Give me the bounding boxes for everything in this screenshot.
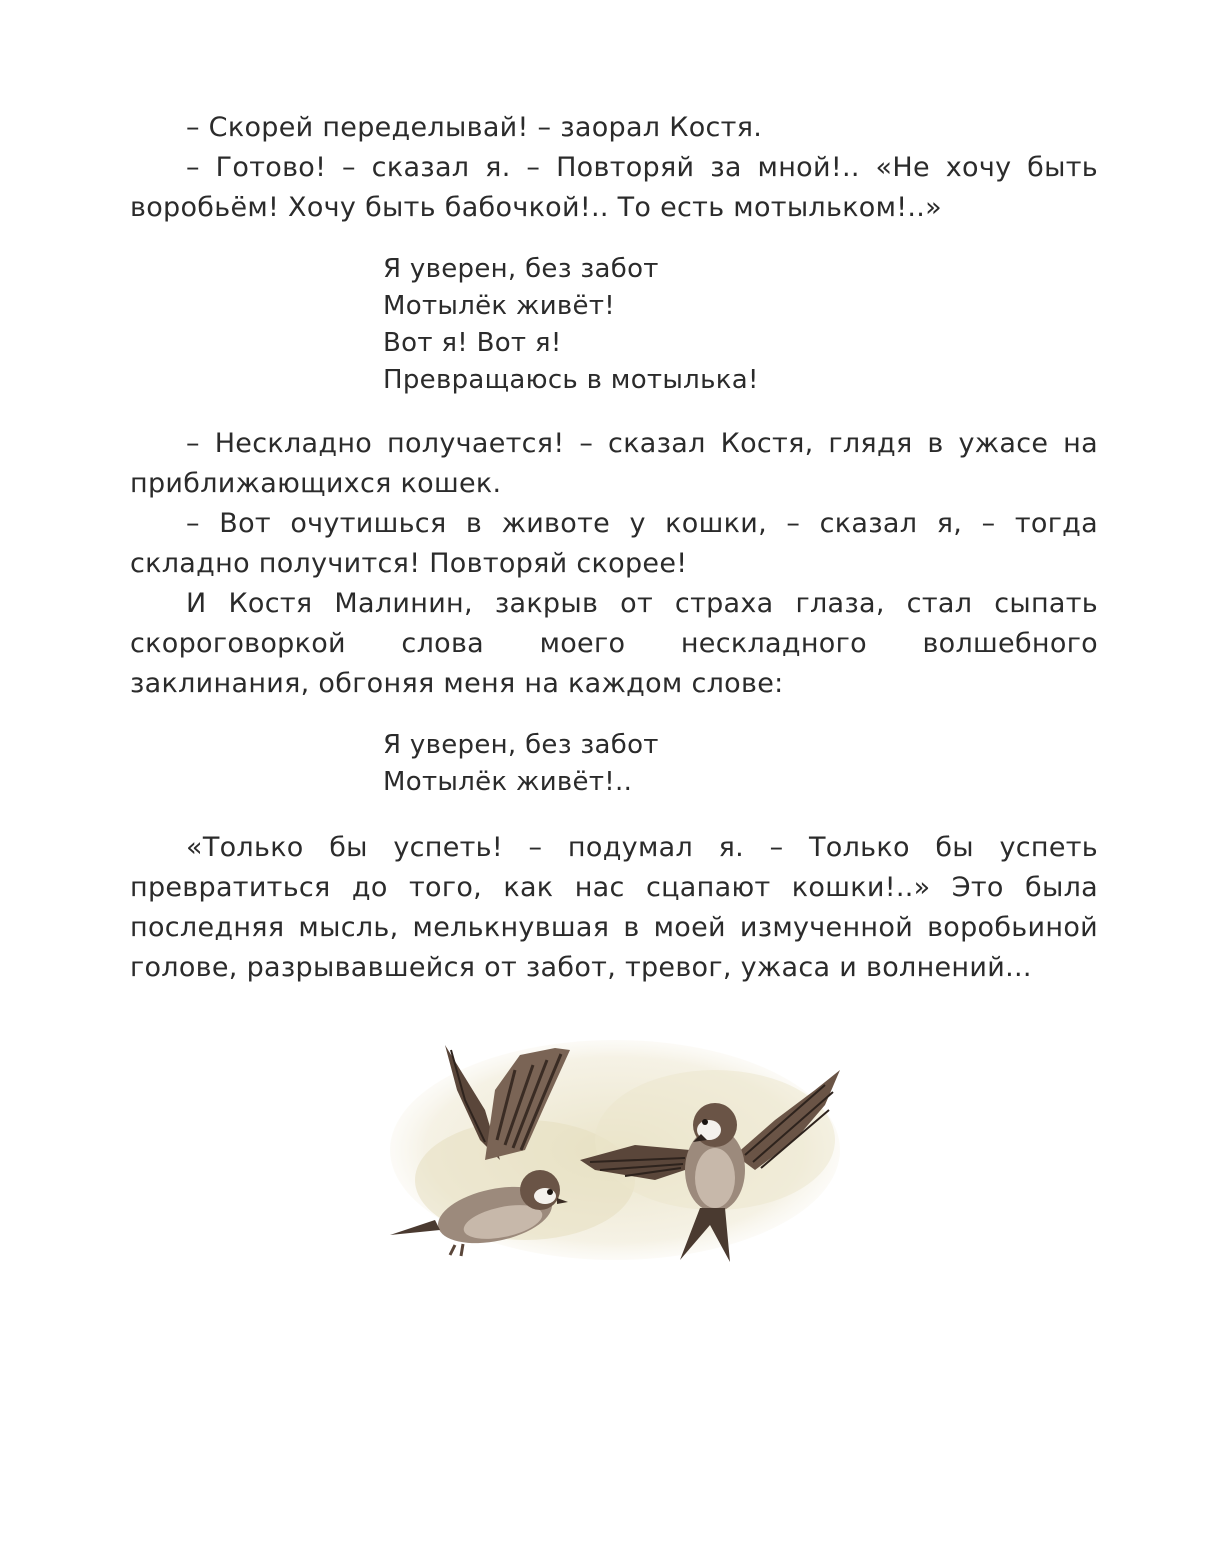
paragraph: – Нескладно получается! – сказал Костя, глядя в ужасе на приближающихся кошек. (130, 428, 1098, 499)
verse-line: Я уверен, без забот (383, 254, 659, 284)
paragraph: «Только бы успеть! – подумал я. – Только бы успеть превратиться до того, как нас сцапают кошки!..» Это была последняя мысль, мелькнувшая в моей измученной воробьиной голове, разрывавшейся от забот, тревог, ужаса и волнений... (130, 832, 1098, 983)
text-block-top (130, 108, 1098, 228)
verse-line: Мотылёк живёт!.. (383, 767, 633, 797)
verse-line: Мотылёк живёт! (383, 291, 616, 321)
verse-stanza (383, 251, 759, 399)
paragraph: – Скорей переделывай! – заорал Костя. (186, 112, 763, 143)
paragraph: И Костя Малинин, закрыв от страха глаза, стал сыпать скороговоркой слова моего нескладного волшебного заклинания, обгоняя меня на каждом слове: (130, 588, 1098, 699)
verse-line: Вот я! Вот я! (383, 328, 562, 358)
verse-stanza (383, 727, 659, 801)
text-block-middle (130, 424, 1098, 704)
sparrows-illustration (385, 1030, 845, 1275)
text-block-bottom (130, 828, 1098, 988)
verse-line: Превращаюсь в мотылька! (383, 365, 759, 395)
paragraph: – Вот очутишься в животе у кошки, – сказал я, – тогда складно получится! Повторяй скорее! (130, 508, 1098, 579)
sparrows-drawing (385, 1030, 845, 1275)
paragraph: – Готово! – сказал я. – Повторяй за мной!.. «Не хочу быть воробьём! Хочу быть бабочкой!.. То есть мотыльком!..» (130, 152, 1098, 223)
verse-line: Я уверен, без забот (383, 730, 659, 760)
